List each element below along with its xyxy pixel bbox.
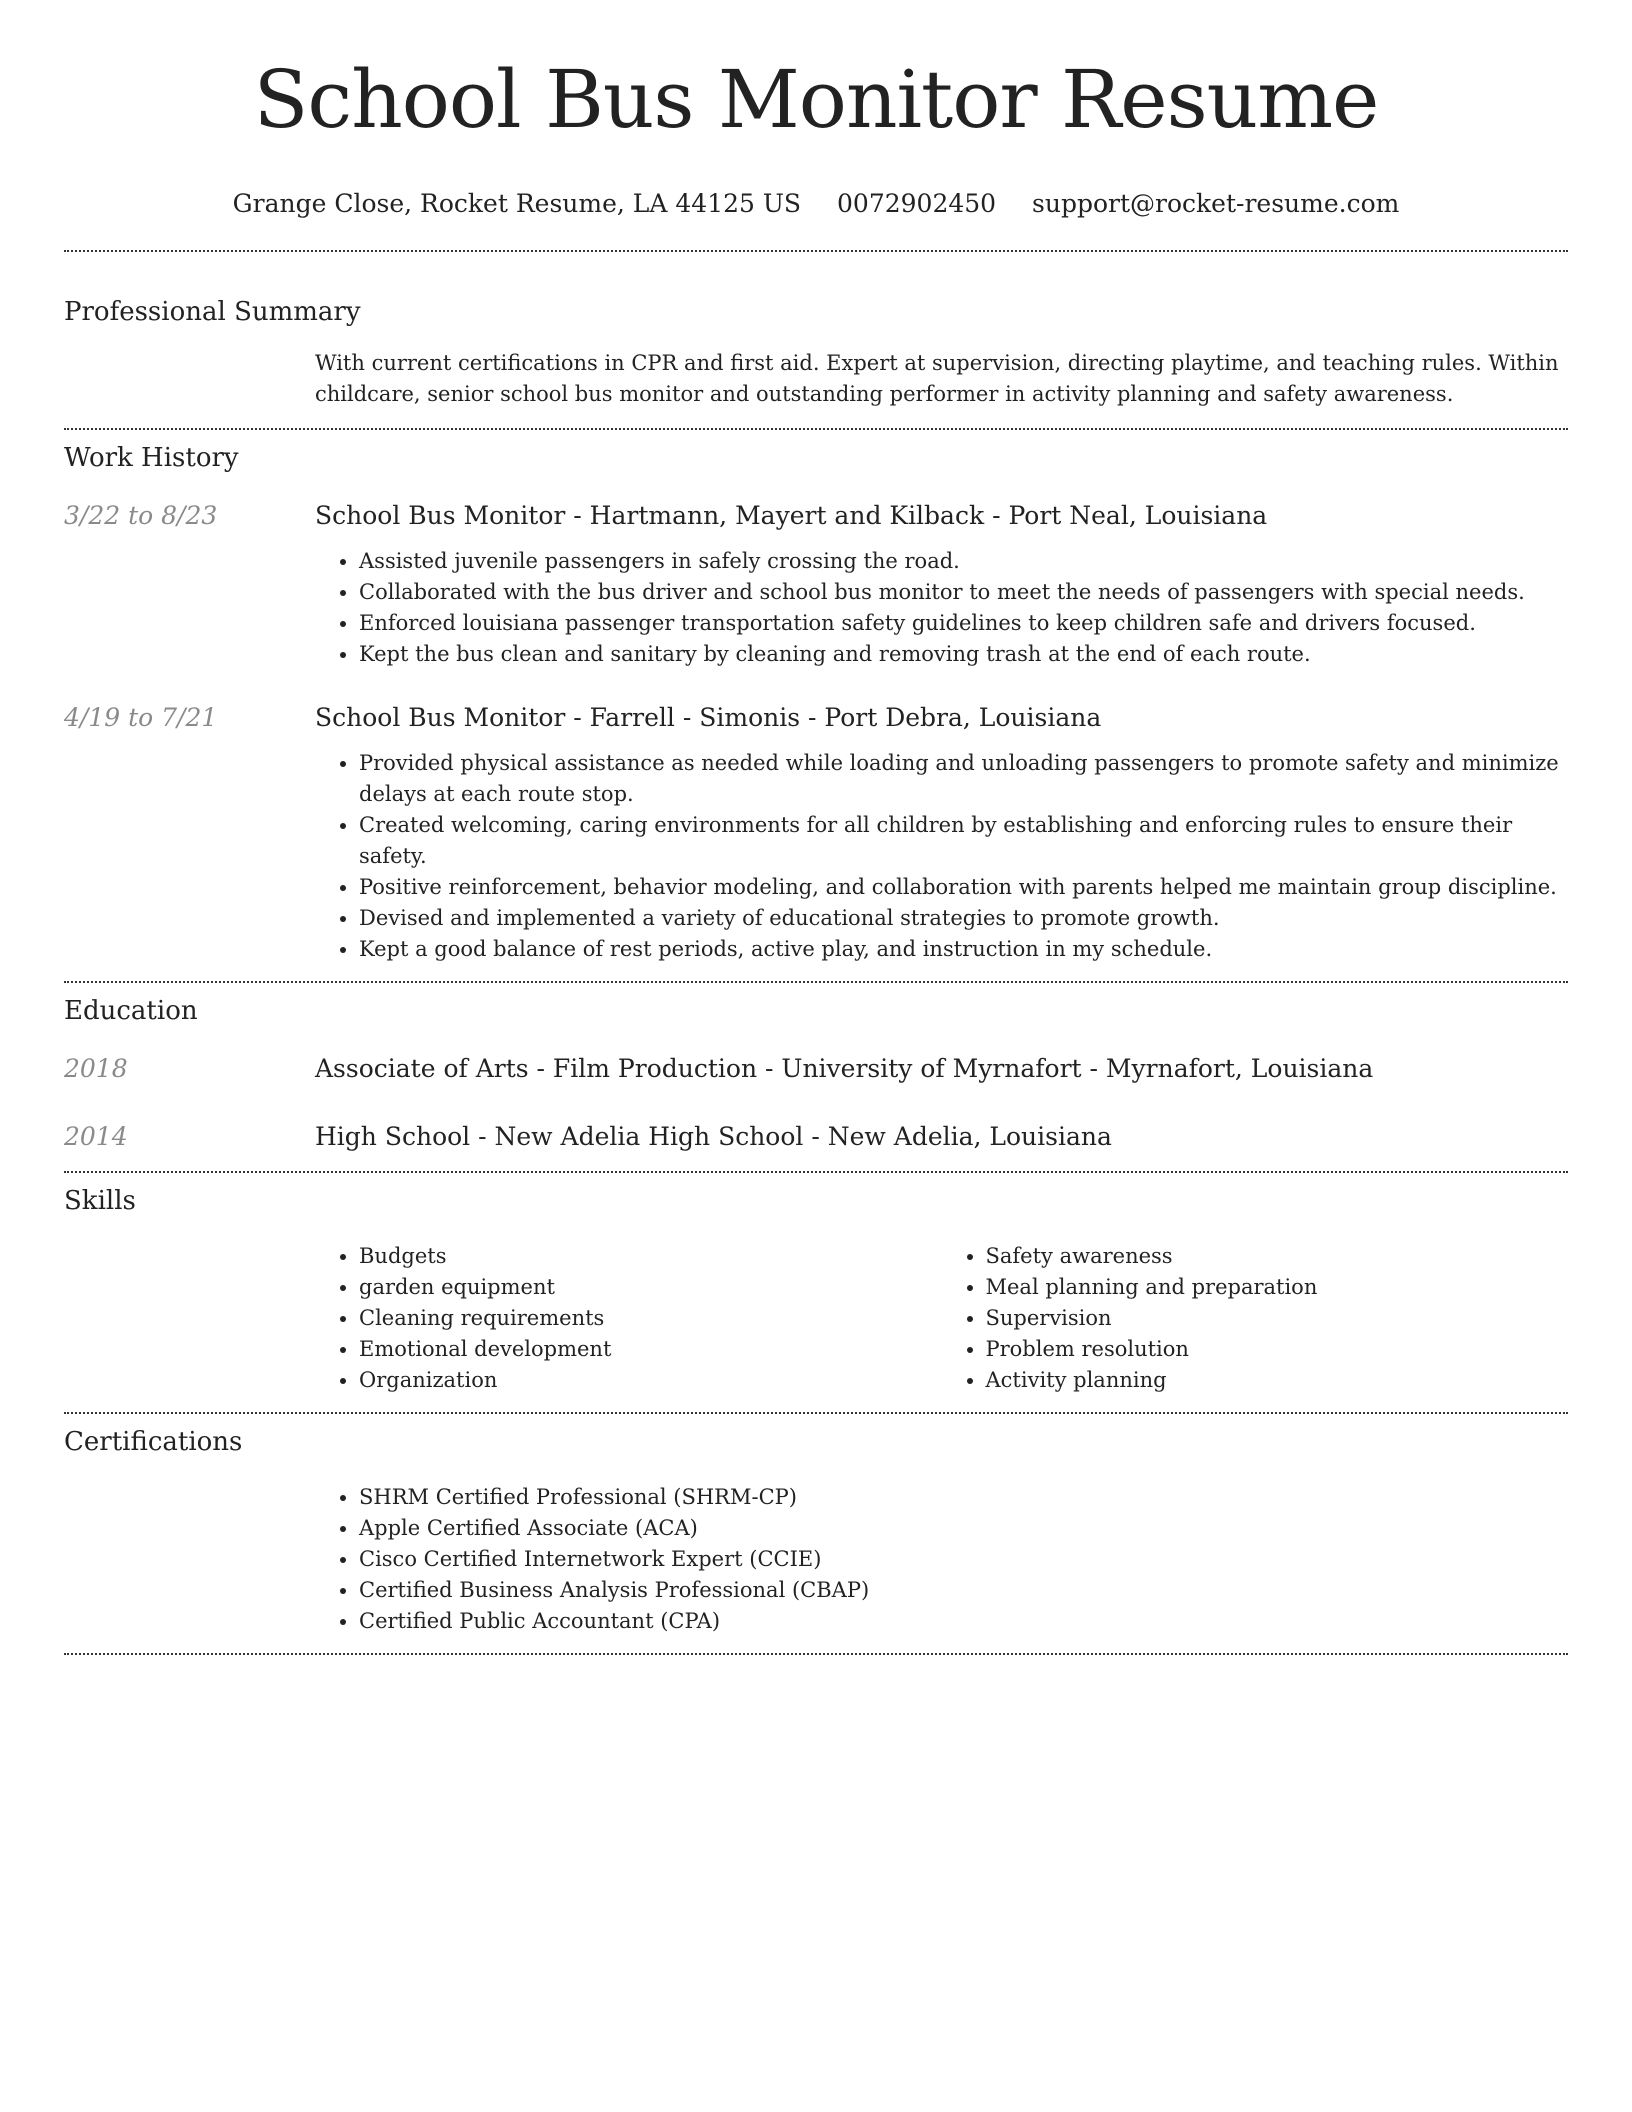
list-item: • Collaborated with the bus driver and school bus monitor to meet the needs of passengers with special needs.: [359, 577, 1568, 608]
education-detail: High School - New Adelia High School - New Adelia, Louisiana: [315, 1122, 1112, 1151]
list-item: • Devised and implemented a variety of educational strategies to promote growth.: [359, 903, 1568, 934]
skills-list-left: [315, 1241, 942, 1396]
list-item: • Emotional development: [359, 1334, 942, 1365]
list-item: • Created welcoming, caring environments for all children by establishing and enforcing rules to ensure their safety.: [359, 810, 1568, 872]
divider: [64, 1653, 1568, 1655]
list-item: • Positive reinforcement, behavior modeling, and collaboration with parents helped me maintain group discipline.: [359, 872, 1568, 903]
education-entry: [64, 1119, 1568, 1155]
education-detail: Associate of Arts - Film Production - University of Myrnafort - Myrnafort, Louisiana: [315, 1054, 1374, 1083]
list-item: • Enforced louisiana passenger transportation safety guidelines to keep children safe and drivers focused.: [359, 608, 1568, 639]
job-entry: [64, 498, 1568, 670]
list-item: • Kept a good balance of rest periods, active play, and instruction in my schedule.: [359, 934, 1568, 965]
list-item: • Meal planning and preparation: [986, 1272, 1569, 1303]
contact-email: support@rocket-resume.com: [1032, 189, 1400, 218]
resume-title: School Bus Monitor Resume: [253, 53, 1379, 146]
list-item: • Budgets: [359, 1241, 942, 1272]
education-year: 2018: [64, 1054, 128, 1083]
list-item: • Cleaning requirements: [359, 1303, 942, 1334]
list-item: • Certified Business Analysis Professional (CBAP): [359, 1575, 1568, 1606]
job-title: School Bus Monitor - Farrell - Simonis - Port Debra, Louisiana: [315, 703, 1102, 732]
list-item: • Activity planning: [986, 1365, 1569, 1396]
job-dates: 4/19 to 7/21: [64, 703, 218, 732]
skills-list-right: [942, 1241, 1569, 1396]
list-item: • Problem resolution: [986, 1334, 1569, 1365]
section-title-skills: Skills: [64, 1186, 136, 1216]
certifications-list: [315, 1482, 1568, 1637]
list-item: • Safety awareness: [986, 1241, 1569, 1272]
job-entry: [64, 700, 1568, 965]
job-bullets: [315, 546, 1568, 670]
section-title-education: Education: [64, 996, 198, 1026]
list-item: • SHRM Certified Professional (SHRM-CP): [359, 1482, 1568, 1513]
section-work-history: [64, 430, 1568, 965]
list-item: • Organization: [359, 1365, 942, 1396]
skills-grid: [315, 1241, 1568, 1396]
section-certifications: [64, 1414, 1568, 1637]
list-item: • Certified Public Accountant (CPA): [359, 1606, 1568, 1637]
job-bullets: [315, 748, 1568, 965]
section-skills: [64, 1173, 1568, 1396]
education-entry: [64, 1051, 1568, 1087]
summary-text: With current certifications in CPR and first aid. Expert at supervision, directing playtime, and teaching rules. Within childcare, senior school bus monitor and outstanding performer in activity planning and safety awareness.: [315, 351, 1559, 406]
section-summary: [64, 252, 1568, 410]
job-dates: 3/22 to 8/23: [64, 501, 218, 530]
list-item: • Kept the bus clean and sanitary by cleaning and removing trash at the end of each route.: [359, 639, 1568, 670]
section-title-summary: Professional Summary: [64, 297, 361, 327]
list-item: • Provided physical assistance as needed while loading and unloading passengers to promote safety and minimize delays at each route stop.: [359, 748, 1568, 810]
section-title-certifications: Certifications: [64, 1427, 243, 1457]
section-title-work-history: Work History: [64, 443, 239, 473]
list-item: • Cisco Certified Internetwork Expert (CCIE): [359, 1544, 1568, 1575]
contact-line: [64, 186, 1568, 222]
list-item: • Supervision: [986, 1303, 1569, 1334]
list-item: • garden equipment: [359, 1272, 942, 1303]
education-year: 2014: [64, 1122, 128, 1151]
section-education: [64, 983, 1568, 1155]
contact-phone: 0072902450: [837, 189, 997, 218]
job-title: School Bus Monitor - Hartmann, Mayert and Kilback - Port Neal, Louisiana: [315, 501, 1268, 530]
contact-address: Grange Close, Rocket Resume, LA 44125 US: [232, 189, 802, 218]
list-item: • Assisted juvenile passengers in safely crossing the road.: [359, 546, 1568, 577]
list-item: • Apple Certified Associate (ACA): [359, 1513, 1568, 1544]
certifications-block: [315, 1482, 1568, 1637]
